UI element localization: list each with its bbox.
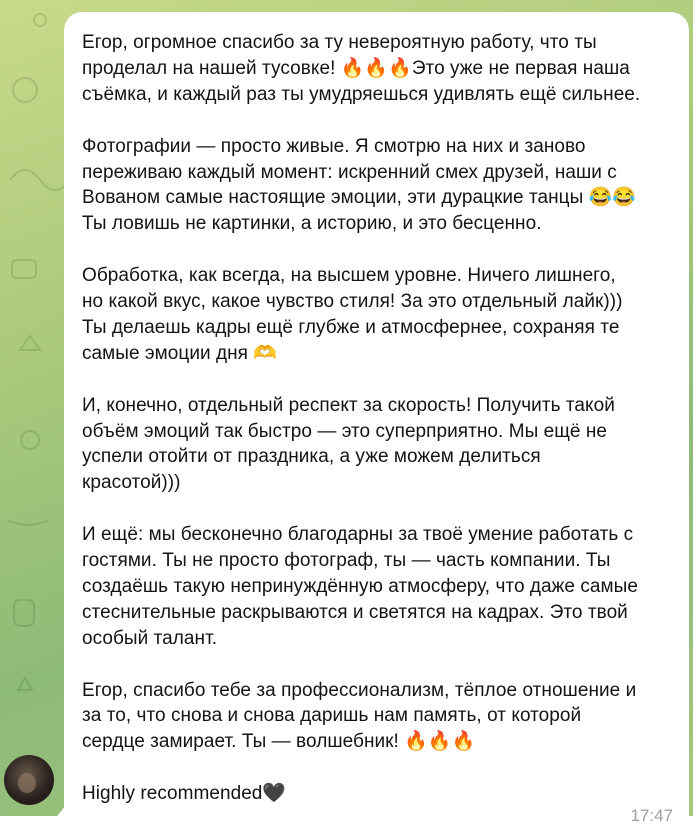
message-line: успели отойти от праздника, а уже можем делиться bbox=[82, 446, 541, 468]
message-bubble[interactable] bbox=[64, 12, 689, 832]
message-line: Фотографии — просто живые. Я смотрю на них и заново bbox=[82, 135, 586, 157]
message-line: гостями. Ты не просто фотограф, ты — часть компании. Ты bbox=[82, 550, 611, 572]
message-text bbox=[82, 30, 675, 807]
message-line: Вованом самые настоящие эмоции, эти дурацкие танцы 😂😂 bbox=[82, 187, 637, 209]
message-line: Обработка, как всегда, на высшем уровне. Ничего лишнего, bbox=[82, 265, 616, 287]
message-line: стеснительные раскрываются и светятся на кадрах. Это твой bbox=[82, 601, 628, 623]
message-line: сердце замирает. Ты — волшебник! 🔥🔥🔥 bbox=[82, 731, 476, 753]
message-paragraph bbox=[82, 781, 675, 807]
message-paragraph bbox=[82, 522, 675, 652]
message-line: проделал на нашей тусовке! 🔥🔥🔥Это уже не первая наша bbox=[82, 57, 630, 79]
message-paragraph bbox=[82, 134, 675, 238]
message-line: Ты делаешь кадры ещё глубже и атмосфернее, сохраняя те bbox=[82, 316, 620, 338]
message-line: И ещё: мы бесконечно благодарны за твоё умение работать с bbox=[82, 524, 634, 546]
message-paragraph bbox=[82, 263, 675, 367]
sender-avatar[interactable] bbox=[4, 755, 54, 805]
message-line: съёмка, и каждый раз ты умудряешься удивлять ещё сильнее. bbox=[82, 83, 641, 105]
message-time: 17:47 bbox=[630, 806, 673, 825]
message-line: Highly recommended🖤 bbox=[82, 783, 287, 805]
message-paragraph bbox=[82, 393, 675, 497]
message-line: Ты ловишь не картинки, а историю, и это бесценно. bbox=[82, 213, 542, 235]
message-paragraph bbox=[82, 30, 675, 108]
message-line: Егор, огромное спасибо за ту невероятную работу, что ты bbox=[82, 32, 597, 53]
message-line: объём эмоций так быстро — это суперприятно. Мы ещё не bbox=[82, 420, 608, 442]
message-paragraph bbox=[82, 678, 675, 756]
message-line: Егор, спасибо тебе за профессионализм, тёплое отношение и bbox=[82, 679, 637, 701]
message-line: переживаю каждый момент: искренний смех друзей, наши с bbox=[82, 161, 617, 183]
message-line: создаёшь такую непринуждённую атмосферу, что даже самые bbox=[82, 575, 638, 597]
message-line: за то, что снова и снова даришь нам память, от которой bbox=[82, 705, 582, 727]
message-line: красотой))) bbox=[82, 472, 181, 494]
message-line: но какой вкус, какое чувство стиля! За это отдельный лайк))) bbox=[82, 291, 623, 313]
message-line: самые эмоции дня 🫶 bbox=[82, 342, 278, 364]
message-line: особый талант. bbox=[82, 627, 218, 649]
message-line: И, конечно, отдельный респект за скорость! Получить такой bbox=[82, 394, 615, 416]
